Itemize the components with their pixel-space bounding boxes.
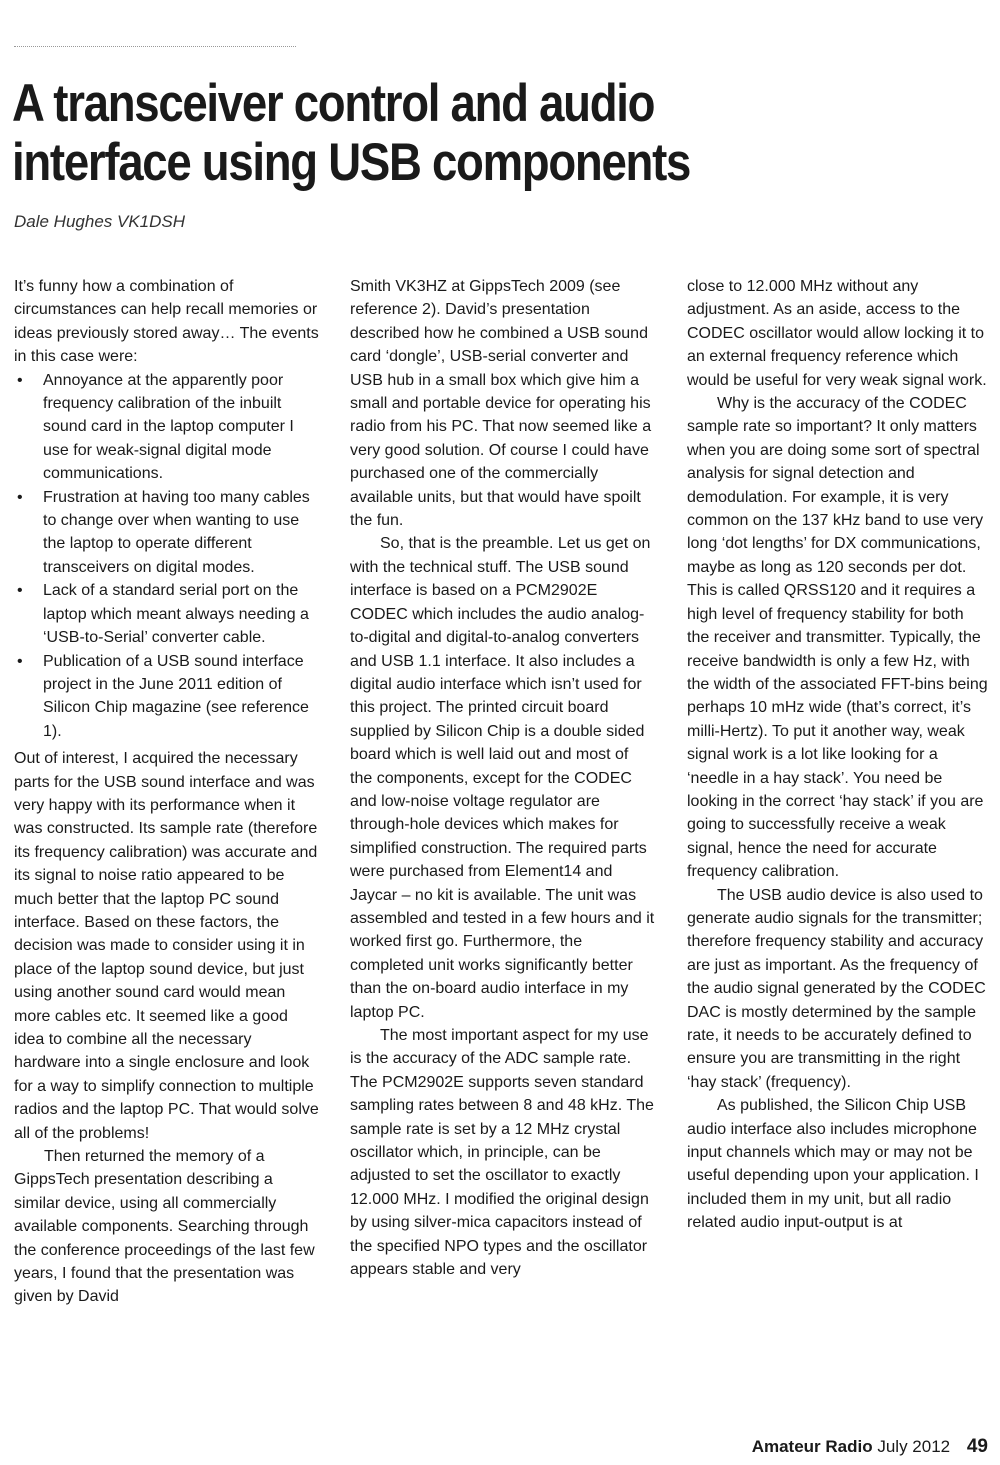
body-paragraph: Why is the accuracy of the CODEC sample rate so important? It only matters when you are doing some sort of spectral analysis for signal detection and demodulation. For example, it is very common on the 137 kHz band to use very long ‘dot lengths’ for DX communications, maybe as long as 120 seconds per dot. This is called QRSS120 and it requires a high level of frequency stability for both the receiver and transmitter. Typically, the receive bandwidth is only a few Hz, with the width of the associated FFT-bins being perhaps 10 mHz wide (that’s correct, it’s milli-Hertz). To put it another way, weak signal work is a lot like looking for a ‘needle in a hay stack’. You need be looking in the correct ‘hay stack’ if you are going to successfully receive a weak signal, hence the need for accurate frequency calibration.	[687, 395, 988, 881]
column-3	[687, 275, 989, 1235]
bullet-text: Frustration at having too many cables to change over when wanting to use the laptop to operate different transceivers on digital modes.	[43, 488, 310, 576]
body-paragraph: close to 12.000 MHz without any adjustment. As an aside, access to the CODEC oscillator would allow locking it to an external frequency reference which would be useful for very weak signal work.	[687, 278, 987, 389]
page-number: 49	[966, 1436, 988, 1457]
bullet-item	[14, 486, 320, 580]
bullet-item	[14, 369, 320, 486]
body-paragraph: As published, the Silicon Chip USB audio interface also includes microphone input channels which may or may not be useful depending upon your application. I included them in my unit, but all radio related audio input-output is at	[687, 1097, 979, 1232]
bullet-item	[14, 579, 320, 649]
article-title	[12, 74, 838, 192]
page-footer	[752, 1436, 988, 1458]
intro-paragraph: It’s funny how a combination of circumstances can help recall memories or ideas previously stored away… The events in this case were:	[14, 278, 319, 366]
body-paragraph: Then returned the memory of a GippsTech presentation describing a similar device, using all commercially available components. Searching through the conference proceedings of the last few years, I found that the presentation was given by David	[14, 1148, 315, 1306]
column-2	[350, 275, 655, 1281]
bullet-icon: •	[17, 488, 23, 506]
bullet-list	[14, 369, 320, 744]
bullet-icon: •	[17, 371, 23, 389]
bullet-icon: •	[17, 652, 23, 670]
bullet-text: Lack of a standard serial port on the laptop which meant always needing a ‘USB-to-Serial’ converter cable.	[43, 582, 309, 647]
column-1	[14, 275, 320, 1309]
title-line-2: interface using USB components	[12, 133, 691, 192]
body-paragraph: The most important aspect for my use is the accuracy of the ADC sample rate. The PCM2902E supports seven standard sampling rates between 8 and 48 kHz. The sample rate is set by a 12 MHz crystal oscillator which, in principle, can be adjusted to set the oscillator to exactly 12.000 MHz. I modified the original design by using silver-mica capacitors instead of the specified NPO types and the oscillator appears stable and very	[350, 1027, 654, 1279]
issue-date: July 2012	[877, 1437, 951, 1456]
bullet-text: Publication of a USB sound interface project in the June 2011 edition of Silicon Chip magazine (see reference 1).	[43, 652, 309, 740]
title-line-1: A transceiver control and audio	[12, 74, 655, 133]
bullet-item	[14, 650, 320, 744]
bullet-text: Annoyance at the apparently poor frequency calibration of the inbuilt sound card in the laptop computer I use for weak-signal digital mode communications.	[43, 371, 294, 483]
body-paragraph: The USB audio device is also used to generate audio signals for the transmitter; therefore frequency stability and accuracy are just as important. As the frequency of the audio signal generated by the CODEC DAC is mostly determined by the sample rate, it needs to be accurately defined to ensure you are transmitting in the right ‘hay stack’ (frequency).	[687, 886, 986, 1091]
body-paragraph: So, that is the preamble. Let us get on with the technical stuff. The USB sound interface is based on a PCM2902E CODEC which includes the audio analog-to-digital and digital-to-analog converters and USB 1.1 interface. It also includes a digital audio interface which isn’t used for this project. The printed circuit board supplied by Silicon Chip is a double sided board which is well laid out and most of the components, except for the CODEC and low-noise voltage regulator are through-hole devices which makes for simplified construction. The required parts were purchased from Element14 and Jaycar – no kit is available. The unit was assembled and tested in a few hours and it worked first go. Furthermore, the completed unit works significantly better than the on-board audio interface in my laptop PC.	[350, 535, 655, 1021]
header-rule	[14, 46, 296, 47]
body-paragraph: Smith VK3HZ at GippsTech 2009 (see reference 2). David’s presentation described how he combined a USB sound card ‘dongle’, USB-serial converter and USB hub in a small box which give him a small and portable device for operating his radio from his PC. That now seemed like a very good solution. Of course I could have purchased one of the commercially available units, but that would have spoilt the fun.	[350, 278, 652, 530]
bullet-icon: •	[17, 582, 23, 600]
body-paragraph: Out of interest, I acquired the necessary parts for the USB sound interface and was very happy with its performance when it was constructed. Its sample rate (therefore its frequency calibration) was accurate and its signal to noise ratio appeared to be much better that the laptop PC sound interface. Based on these factors, the decision was made to consider using it in place of the laptop sound device, but just using another sound card would mean more cables etc. It seemed like a good idea to combine all the necessary hardware into a single enclosure and look for a way to simplify connection to multiple radios and the laptop PC. That would solve all of the problems!	[14, 750, 319, 1142]
magazine-name: Amateur Radio	[751, 1437, 873, 1456]
author-byline: Dale Hughes VK1DSH	[14, 212, 186, 231]
